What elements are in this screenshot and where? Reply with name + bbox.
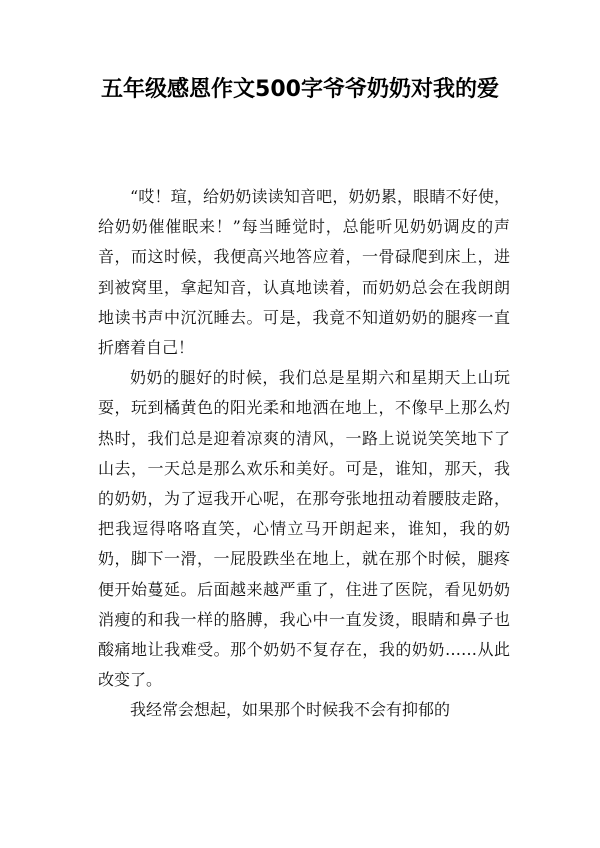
paragraph-3: 我经常会想起，如果那个时候我不会有抑郁的: [130, 700, 451, 720]
paragraph-2: 奶奶的腿好的时候，我们总是星期六和星期天上山玩耍，玩到橘黄色的阳光柔和地洒在地上，不像早上那么灼热时，我们总是迎着凉爽的清风，一路上说说笑笑地下了山去，一天总是那么欢乐和美好。可是，谁知，那天，我的奶奶，为了逗我开心呢，在那夸张地扭动着腰肢走路，把我逗得咯咯直笑，心情立马开朗起来，谁知，我的奶奶，脚下一滑，一屁股跌坐在地上，就在那个时候，腿疼便开始蔓延。后面越来越严重了，住进了医院，看见奶奶消瘦的和我一样的胳膊，我心中一直发烫，眼睛和鼻子也酸痛地让我难受。那个奶奶不复存在，我的奶奶……从此改变了。: [98, 368, 510, 690]
document-body: [98, 182, 510, 726]
document-title: 五年级感恩作文500字爷爷奶奶对我的爱: [101, 77, 499, 102]
paragraph-1: “哎！瑄，给奶奶读读知音吧，奶奶累，眼睛不好使，给奶奶催催眠来！”每当睡觉时，总能听见奶奶调皮的声音，而这时候，我便高兴地答应着，一骨碌爬到床上，进到被窝里，拿起知音，认真地读着，而奶奶总会在我朗朗地读书声中沉沉睡去。可是，我竟不知道奶奶的腿疼一直折磨着自己！: [98, 187, 510, 358]
